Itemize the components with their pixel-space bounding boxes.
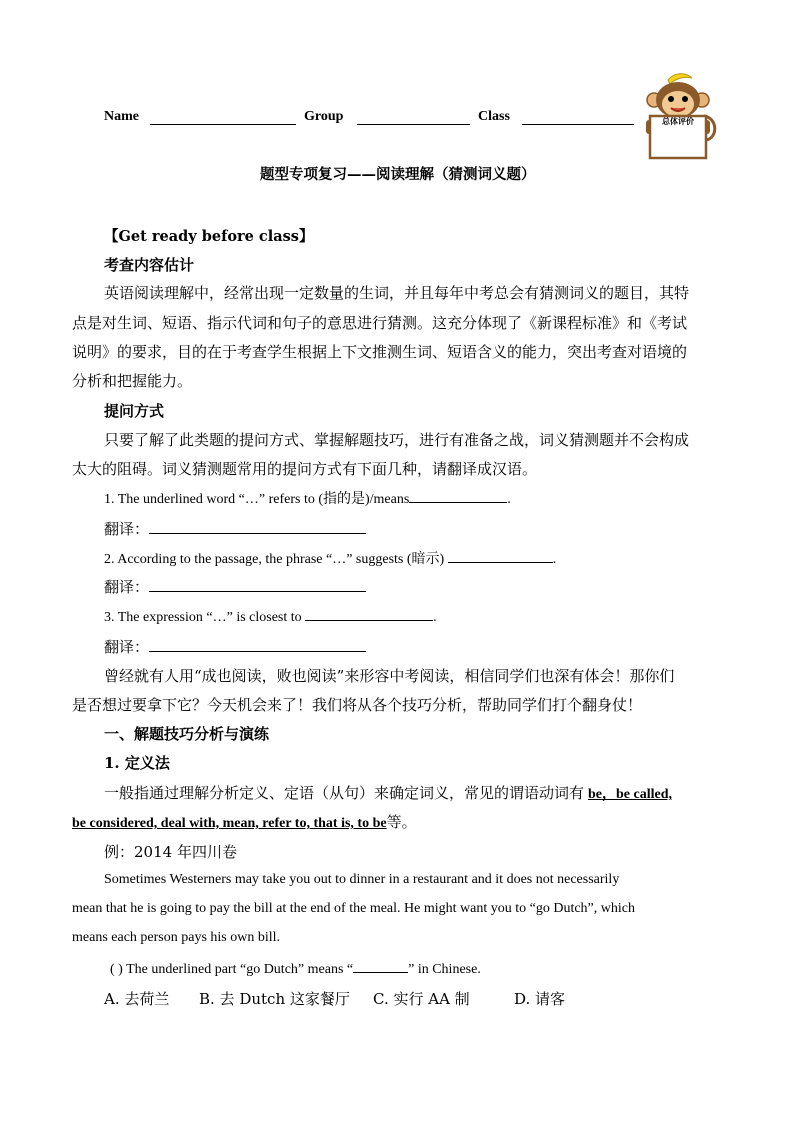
question-blank[interactable] — [353, 959, 408, 973]
definition-paragraph-line: 一般指通过理解分析定义、定语（从句）来确定词义，常见的谓语动词有 be，be called, — [104, 784, 673, 802]
intro-paragraph-line: 曾经就有人用“成也阅读，败也阅读”来形容中考阅读，相信同学们也深有体会！那你们 — [104, 667, 675, 685]
example-label: 例：2014 年四川卷 — [104, 843, 237, 861]
translate-line-1: 翻译： — [104, 518, 366, 539]
estimate-paragraph-line: 分析和把握能力。 — [72, 372, 193, 390]
passage-line: Sometimes Westerners may take you out to dinner in a restaurant and it does not necessarily — [104, 872, 620, 887]
translate-input-3[interactable] — [149, 636, 366, 652]
question-2-blank[interactable] — [448, 549, 553, 563]
part-one-heading: 一、解题技巧分析与演练 — [104, 725, 270, 743]
translate-input-1[interactable] — [149, 518, 366, 534]
monkey-evaluation-badge — [640, 66, 720, 164]
ask-paragraph-line: 太大的阻碍。词义猜测题常用的提问方式有下面几种，请翻译成汉语。 — [72, 460, 538, 478]
definition-paragraph-line: be considered, deal with, mean, refer to, that is, to be等。 — [72, 813, 417, 831]
question-3-blank[interactable] — [305, 607, 433, 621]
method-one-heading: 1. 定义法 — [104, 754, 170, 772]
estimate-heading: 考查内容估计 — [104, 256, 195, 274]
question-line: ( ) The underlined part “go Dutch” means “ ” in Chinese. — [110, 959, 481, 978]
question-1: 1. The underlined word “…” refers to (指的是)/means . — [104, 488, 511, 508]
option-b[interactable]: B. 去 Dutch 这家餐厅 — [199, 990, 350, 1008]
ask-paragraph-line: 只要了解了此类题的提问方式、掌握解题技巧，进行有准备之战，词义猜测题并不会构成 — [104, 431, 690, 449]
ask-heading: 提问方式 — [104, 402, 165, 420]
option-a[interactable]: A. 去荷兰 — [104, 990, 170, 1008]
question-2: 2. According to the passage, the phrase “…” suggests (暗示) . — [104, 548, 556, 568]
estimate-paragraph-line: 点是对生词、短语、指示代词和句子的意思进行猜测。这充分体现了《新课程标准》和《考试 — [72, 314, 688, 332]
option-d[interactable]: D. 请客 — [514, 990, 566, 1008]
translate-line-3: 翻译： — [104, 636, 366, 657]
page-title: 题型专项复习——阅读理解（猜测词义题） — [260, 166, 536, 183]
translate-line-2: 翻译： — [104, 576, 366, 597]
badge-text: 总体评价 — [662, 117, 694, 126]
passage-line: means each person pays his own bill. — [72, 930, 281, 945]
group-field[interactable] — [357, 110, 470, 125]
class-label: Class — [478, 109, 510, 124]
question-1-blank[interactable] — [409, 489, 507, 503]
answer-bracket[interactable]: ( ) — [110, 962, 123, 977]
question-3: 3. The expression “…” is closest to . — [104, 607, 437, 626]
estimate-paragraph-line: 说明》的要求，目的在于考查学生根据上下文推测生词、短语含义的能力，突出考查对语境的 — [72, 343, 688, 361]
class-field[interactable] — [522, 110, 634, 125]
group-label: Group — [304, 109, 344, 124]
passage-line: mean that he is going to pay the bill at the end of the meal. He might want you to “go Dutch”, which — [72, 901, 635, 916]
name-field[interactable] — [150, 110, 296, 125]
name-label: Name — [104, 109, 139, 124]
section-ready-heading: 【Get ready before class】 — [104, 228, 314, 245]
intro-paragraph-line: 是否想过要拿下它？今天机会来了！我们将从各个技巧分析，帮助同学们打个翻身仗！ — [72, 696, 643, 714]
estimate-paragraph-line: 英语阅读理解中，经常出现一定数量的生词，并且每年中考总会有猜测词义的题目，其特 — [104, 284, 690, 302]
translate-input-2[interactable] — [149, 576, 366, 592]
option-c[interactable]: C. 实行 AA 制 — [373, 990, 470, 1008]
